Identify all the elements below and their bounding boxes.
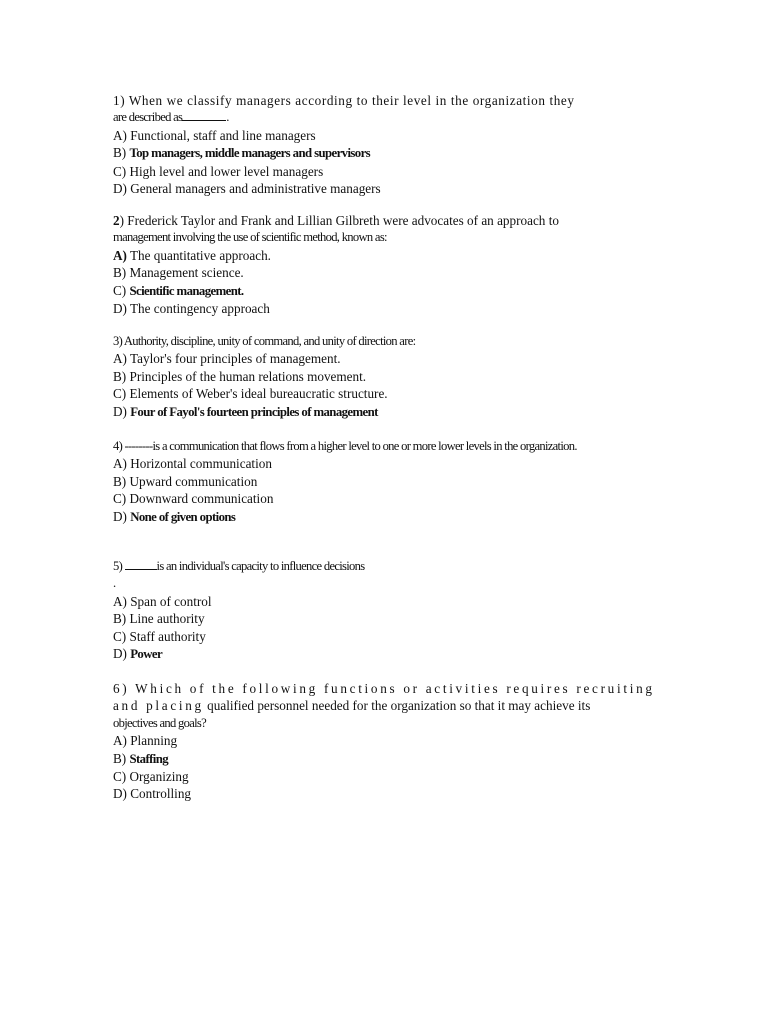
option-letter: D) — [113, 301, 127, 317]
option-c — [113, 163, 575, 180]
option-b — [113, 264, 559, 281]
option-letter: B) — [113, 145, 127, 161]
option-text: Horizontal communication — [130, 456, 272, 472]
option-text-correct: Power — [130, 647, 163, 662]
option-d — [113, 508, 577, 526]
option-text: Principles of the human relations movement. — [129, 368, 367, 384]
option-c — [113, 385, 415, 402]
question-stem — [113, 212, 559, 229]
option-text: Management science. — [129, 265, 244, 281]
option-text: The contingency approach — [129, 301, 270, 317]
option-text: The quantitative approach. — [129, 247, 271, 263]
option-letter: A) — [113, 127, 127, 143]
option-d — [113, 785, 655, 802]
option-c — [113, 282, 559, 300]
option-a — [113, 593, 364, 610]
option-letter: C) — [113, 769, 127, 785]
question-stem — [113, 558, 364, 575]
option-c — [113, 768, 655, 785]
option-letter: A) — [113, 593, 127, 609]
stem-text: ) Frederick Taylor and Frank and Lillian Gilbreth were advocates of an approach to — [119, 213, 559, 228]
question-stem: 3) Authority, discipline, unity of command, and unity of direction are: — [113, 334, 416, 348]
option-letter: A) — [113, 456, 127, 472]
option-text-correct: Four of Fayol's fourteen principles of management — [130, 404, 378, 419]
option-a — [113, 247, 559, 264]
answer-blank — [182, 109, 226, 121]
option-letter: D) — [113, 403, 127, 419]
question-number: 5) — [113, 559, 123, 573]
option-letter: B) — [113, 611, 127, 627]
question-stem-continued: . — [113, 576, 116, 591]
option-letter: D) — [113, 646, 127, 662]
option-letter: B) — [113, 265, 127, 281]
option-letter: C) — [113, 163, 127, 179]
option-text: Taylor's four principles of management. — [129, 351, 341, 367]
option-text: Controlling — [130, 786, 192, 802]
option-c — [113, 628, 364, 645]
option-text: Upward communication — [129, 473, 258, 489]
option-b — [113, 610, 364, 627]
option-text-correct: Scientific management. — [129, 283, 244, 298]
option-letter: C) — [113, 491, 127, 507]
answer-blank — [125, 558, 157, 570]
question-stem: 6) Which of the following functions or activities requires recruiting — [113, 681, 655, 696]
question-stem-continued: management involving the use of scientific method, known as: — [113, 230, 387, 245]
question-2 — [113, 212, 559, 317]
option-b — [113, 473, 577, 490]
option-b — [113, 368, 415, 385]
option-letter: C) — [113, 282, 127, 298]
option-d — [113, 300, 559, 317]
question-stem-end: objectives and goals? — [113, 715, 207, 730]
option-letter: A) — [113, 247, 127, 263]
question-stem: 4) --------is a communication that flows from a higher level to one or more lower levels in the organization. — [113, 439, 577, 453]
option-text-correct: Staffing — [129, 751, 169, 766]
option-text-correct: Top managers, middle managers and supervisors — [129, 146, 371, 161]
option-text: High level and lower level managers — [129, 163, 324, 179]
option-letter: B) — [113, 368, 127, 384]
question-3 — [113, 333, 415, 421]
question-stem-continued — [113, 109, 575, 126]
option-d — [113, 645, 364, 663]
stem-text: is an individual's capacity to influence decisions — [156, 559, 365, 573]
option-a — [113, 732, 655, 749]
option-text: Elements of Weber's ideal bureaucratic structure. — [129, 386, 388, 402]
question-number: 2 — [113, 213, 120, 228]
option-text: Organizing — [129, 769, 189, 785]
stem-text: are described as — [113, 110, 183, 125]
option-c — [113, 490, 577, 507]
option-letter: B) — [113, 750, 127, 766]
option-a — [113, 127, 575, 144]
question-4 — [113, 438, 577, 526]
option-d — [113, 403, 415, 421]
question-stem-continued — [113, 697, 655, 714]
question-6 — [113, 680, 655, 803]
option-text: Line authority — [129, 611, 205, 627]
option-a — [113, 455, 577, 472]
option-letter: C) — [113, 386, 127, 402]
option-text: Span of control — [130, 593, 212, 609]
option-letter: D) — [113, 181, 127, 197]
stem-text-end: . — [226, 110, 229, 125]
option-a — [113, 350, 415, 367]
option-letter: C) — [113, 628, 127, 644]
question-5 — [113, 558, 364, 663]
option-letter: D) — [113, 508, 127, 524]
option-letter: A) — [113, 351, 127, 367]
option-b — [113, 750, 655, 768]
option-letter: A) — [113, 733, 127, 749]
option-text: Planning — [130, 733, 178, 749]
stem-text: qualified personnel needed for the organization so that it may achieve its — [207, 698, 591, 714]
question-1 — [113, 92, 575, 197]
option-letter: B) — [113, 473, 127, 489]
option-b — [113, 144, 575, 162]
option-text: Downward communication — [129, 491, 274, 507]
option-text: Staff authority — [129, 628, 206, 644]
option-text-correct: None of given options — [130, 509, 236, 524]
option-letter: D) — [113, 786, 127, 802]
question-stem: 1) When we classify managers according to their level in the organization they — [113, 93, 575, 108]
option-text: Functional, staff and line managers — [130, 127, 316, 143]
option-d — [113, 180, 575, 197]
option-text: General managers and administrative managers — [130, 181, 381, 197]
stem-text-spaced: and placing — [113, 698, 204, 714]
